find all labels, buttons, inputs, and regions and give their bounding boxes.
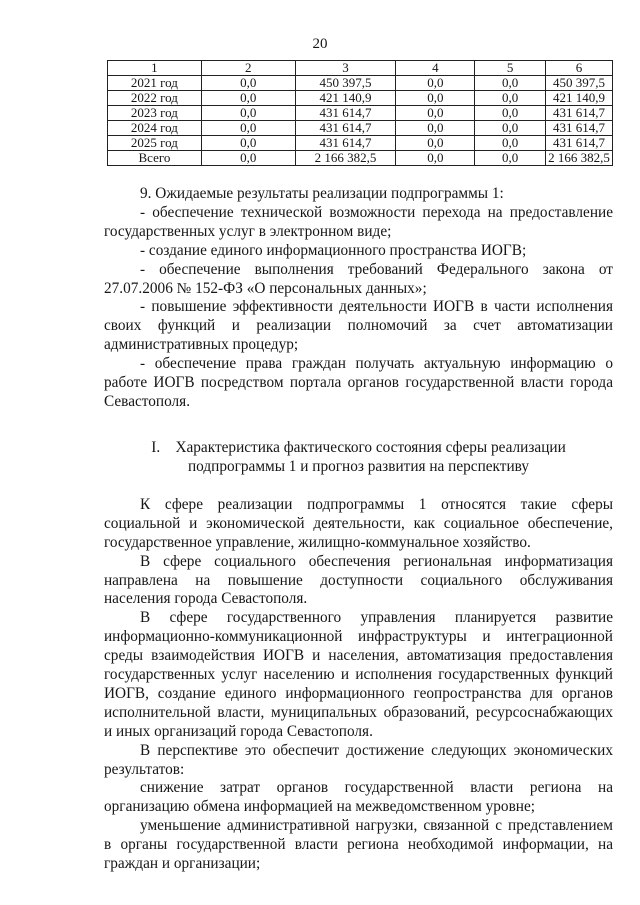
results-heading: 9. Ожидаемые результаты реализации подпрограммы 1: <box>140 185 504 202</box>
table-cell: 0,0 <box>396 121 475 136</box>
table-cell: 0,0 <box>475 76 546 91</box>
table-header-cell: 6 <box>546 61 613 76</box>
table-row <box>108 106 613 121</box>
results-item: - повышение эффективности деятельности ИОГВ в части исполнения своих функций и реализации полномочий за счет автоматизации административных процедур; <box>104 298 613 354</box>
table-cell: 0,0 <box>475 151 546 166</box>
table-cell: 0,0 <box>201 121 295 136</box>
paragraph: В перспективе это обеспечит достижение следующих экономических результатов: <box>104 741 613 778</box>
table-row <box>108 76 613 91</box>
table-cell: 0,0 <box>201 106 295 121</box>
table-cell: Всего <box>108 151 202 166</box>
table-cell: 0,0 <box>396 136 475 151</box>
table-row <box>108 91 613 106</box>
table-cell: 0,0 <box>475 106 546 121</box>
table-cell: 0,0 <box>475 136 546 151</box>
table-cell: 0,0 <box>396 91 475 106</box>
table-header-cell: 2 <box>201 61 295 76</box>
table-cell: 2023 год <box>108 106 202 121</box>
budget-table <box>107 60 613 166</box>
section-title-line1: Характеристика фактического состояния сферы реализации <box>175 438 566 456</box>
paragraph: В сфере государственного управления планируется развитие информационно-коммуникационной инфраструктуры и интеграционной среды взаимодействия ИОГВ и населения, автоматизация предоставления государственных услуг населению и исполнения государственных функций ИОГВ, создание единого информационного геопространства для органов исполнительной власти, муниципальных образований, ресурсоснабжающих и иных организаций города Севастополя. <box>104 609 613 740</box>
table-cell: 0,0 <box>475 121 546 136</box>
document-body <box>104 185 613 874</box>
results-item: - обеспечение права граждан получать актуальную информацию о работе ИОГВ посредством портала органов государственной власти города Севастополя. <box>104 355 613 410</box>
table-header-cell: 3 <box>295 61 396 76</box>
table-header-cell: 1 <box>108 61 202 76</box>
section-heading <box>104 438 613 476</box>
table-cell: 431 614,7 <box>546 136 613 151</box>
table-total-row <box>108 151 613 166</box>
table-cell: 2024 год <box>108 121 202 136</box>
section-numeral: I. <box>151 438 161 456</box>
table-cell: 2021 год <box>108 76 202 91</box>
table-cell: 2025 год <box>108 136 202 151</box>
table-cell: 450 397,5 <box>295 76 396 91</box>
table-cell: 0,0 <box>201 91 295 106</box>
table-cell: 431 614,7 <box>295 106 396 121</box>
page-number: 20 <box>312 36 328 52</box>
table-cell: 421 140,9 <box>295 91 396 106</box>
table-cell: 431 614,7 <box>295 121 396 136</box>
results-item: - обеспечение технической возможности перехода на предоставление государственных услуг в электронном виде; <box>104 203 613 240</box>
table-header-cell: 4 <box>396 61 475 76</box>
table-cell: 450 397,5 <box>546 76 613 91</box>
table-cell: 0,0 <box>396 76 475 91</box>
table-cell: 0,0 <box>201 136 295 151</box>
section-title-line2: подпрограммы 1 и прогноз развития на перспективу <box>187 457 530 475</box>
table-cell: 0,0 <box>396 106 475 121</box>
table-cell: 431 614,7 <box>295 136 396 151</box>
table-cell: 431 614,7 <box>546 121 613 136</box>
table-cell: 431 614,7 <box>546 106 613 121</box>
table-cell: 421 140,9 <box>546 91 613 106</box>
table-cell: 2 166 382,5 <box>546 151 613 166</box>
paragraph: К сфере реализации подпрограммы 1 относятся такие сферы социальной и экономической деятельности, как социальное обеспечение, государственное управление, жилищно-коммунальное хозяйство. <box>104 495 613 551</box>
results-item: - создание единого информационного пространства ИОГВ; <box>140 241 527 259</box>
table-header-row <box>108 61 613 76</box>
paragraph: уменьшение административной нагрузки, связанной с представлением в органы государственной власти региона необходимой информации, на граждан и организации; <box>104 817 613 873</box>
table-row <box>108 136 613 151</box>
table-cell: 0,0 <box>201 151 295 166</box>
table-header-cell: 5 <box>475 61 546 76</box>
table-cell: 0,0 <box>396 151 475 166</box>
table-cell: 2022 год <box>108 91 202 106</box>
table-cell: 0,0 <box>475 91 546 106</box>
table-cell: 0,0 <box>201 76 295 91</box>
paragraph: В сфере социального обеспечения региональная информатизация направлена на повышение доступности социального обслуживания населения города Севастополя. <box>104 552 613 608</box>
paragraph: снижение затрат органов государственной власти региона на организацию обмена информацией на межведомственном уровне; <box>104 779 613 816</box>
results-item: - обеспечение выполнения требований Федерального закона от 27.07.2006 № 152-ФЗ «О персональных данных»; <box>104 260 613 297</box>
table-row <box>108 121 613 136</box>
table-cell: 2 166 382,5 <box>295 151 396 166</box>
